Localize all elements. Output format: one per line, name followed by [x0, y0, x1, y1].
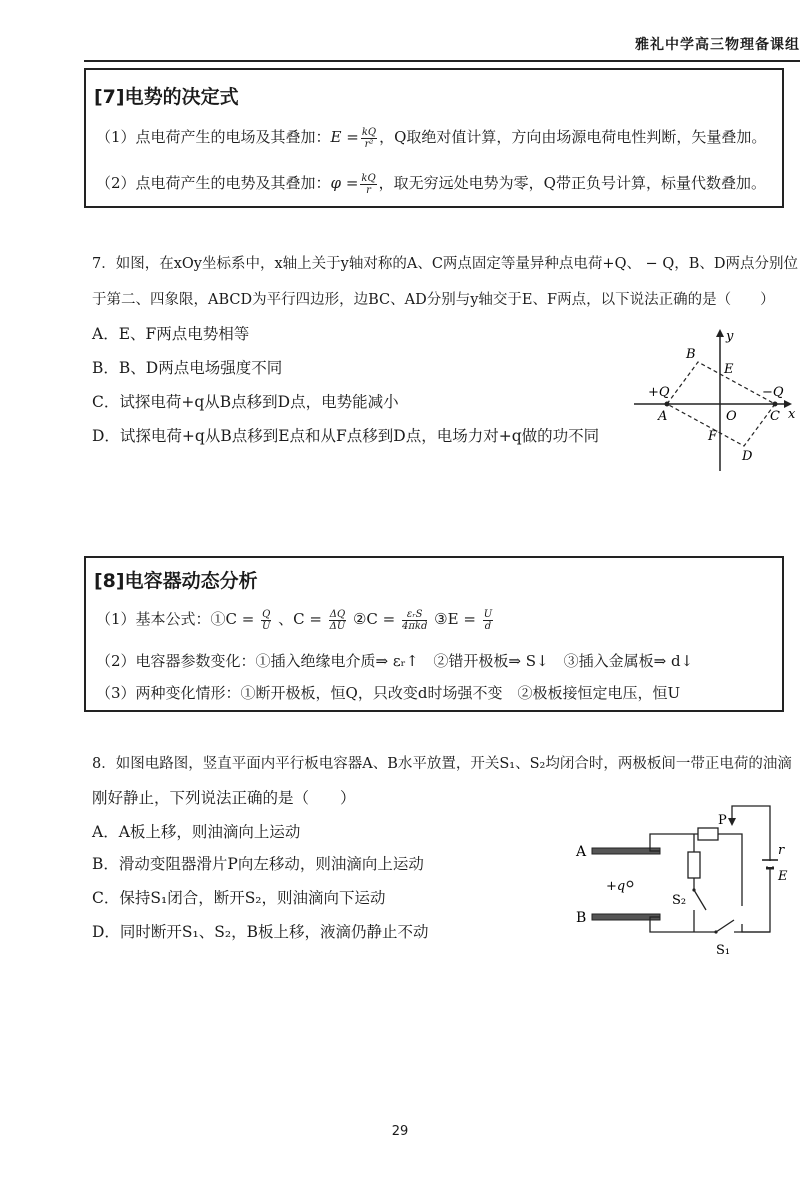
label-plate-b: B	[576, 910, 587, 926]
fraction-den: ΔU	[329, 620, 346, 632]
label-a: A	[658, 409, 668, 424]
q7-option-c: C．试探电荷+q从B点移到D点，电势能减小	[92, 393, 399, 411]
summary-box-7	[84, 68, 784, 208]
fraction-den: U	[262, 620, 271, 632]
fraction-den: d	[484, 620, 492, 632]
label-plate-a: A	[576, 844, 587, 860]
q8-option-b: B．滑动变阻器滑片P向左移动，则油滴向上运动	[92, 855, 424, 873]
switch-s1-node	[714, 930, 717, 933]
line-prefix: （1）点电荷产生的电场及其叠加：	[96, 128, 331, 146]
label-charge: +q	[606, 879, 626, 894]
fraction-epsilon-s	[402, 609, 427, 632]
q8-stem-2: 刚好静止，下列说法正确的是（ ）	[92, 789, 356, 807]
label-y: y	[726, 329, 734, 344]
formula-lhs: E =	[330, 128, 359, 146]
fraction	[361, 127, 377, 150]
label-f: F	[708, 429, 718, 444]
q7-stem-2: 于第二、四象限，ABCD为平行四边形，边BC、AD分别与y轴交于E、F两点，以下说法正确的是（ ）	[92, 292, 775, 308]
school-header: 雅礼中学高三物理备课组	[635, 37, 800, 53]
label-minus-q: −Q	[762, 385, 784, 400]
label-s2: S₂	[672, 893, 687, 908]
label-r: r	[778, 843, 785, 858]
slider-arrow	[728, 818, 736, 826]
label-x: x	[788, 407, 796, 422]
q8-option-a: A．A板上移，则油滴向上运动	[92, 823, 301, 841]
label-e: E	[778, 869, 788, 884]
capacitor-formulas	[96, 608, 495, 632]
fraction-num: U	[483, 608, 493, 620]
line-suffix: ，Q取绝对值计算，方向由场源电荷电性判断，矢量叠加。	[379, 128, 767, 146]
line-suffix: ，取无穷远处电势为零，Q带正负号计算，标量代数叠加。	[378, 174, 766, 192]
label-c: C	[770, 409, 780, 424]
switch-s2	[694, 890, 706, 910]
label-s1: S₁	[716, 943, 731, 958]
fraction-den: r²	[364, 138, 374, 150]
battery-gap	[768, 861, 772, 867]
point-c	[773, 402, 778, 407]
fraction-den: r	[366, 184, 371, 196]
q7-option-a: A．E、F两点电势相等	[92, 325, 250, 343]
q8-option-d: D．同时断开S₁、S₂，B板上移，液滴仍静止不动	[92, 923, 429, 941]
q8-option-c: C．保持S₁闭合，断开S₂，则油滴向下运动	[92, 889, 386, 907]
label-o: O	[726, 409, 737, 424]
fraction-den: 4πkd	[401, 620, 428, 632]
q7-stem-1: 7．如图，在xOy坐标系中，x轴上关于y轴对称的A、C两点固定等量异种点电荷+Q、 − Q，B、D两点分别位	[92, 256, 798, 272]
formula-sep: ③E =	[434, 610, 476, 628]
switch-s1	[716, 920, 734, 932]
q7-option-d: D．试探电荷+q从B点移到E点和从F点移到D点，电场力对+q做的功不同	[92, 427, 600, 445]
formula-sep: 、C =	[278, 610, 322, 628]
formula-lhs: φ =	[330, 174, 359, 192]
q8-circuit	[570, 796, 800, 966]
point-a	[665, 402, 670, 407]
line-prefix: （2）点电荷产生的电势及其叠加：	[96, 174, 331, 192]
fraction-q-over-u	[261, 609, 271, 632]
header-divider	[84, 60, 800, 62]
line-prefix: （1）基本公式：①C =	[96, 610, 255, 628]
q8-stem-1: 8．如图电路图，竖直平面内平行板电容器A、B水平放置，开关S₁、S₂均闭合时，两极板间一带正电荷的油滴	[92, 756, 792, 772]
label-b: B	[686, 347, 696, 362]
fraction	[360, 173, 376, 196]
fraction-num: εᵣS	[402, 609, 427, 621]
wire-right-top	[718, 834, 742, 906]
box-title: [7]电势的决定式	[94, 86, 239, 108]
summary-box-8	[84, 556, 784, 712]
resistor	[688, 852, 700, 878]
y-axis-arrow	[716, 329, 724, 337]
q7-figure	[630, 326, 800, 476]
formula-line-1	[96, 126, 766, 150]
q7-option-b: B．B、D两点电场强度不同	[92, 359, 283, 377]
rheostat	[698, 828, 718, 840]
fraction-num: Q	[262, 608, 271, 620]
oil-drop	[627, 881, 633, 887]
fraction-u-over-d	[483, 609, 493, 632]
fraction-dq-over-du	[329, 609, 346, 632]
label-plus-q: +Q	[648, 385, 670, 400]
fraction-num: kQ	[361, 172, 376, 184]
box-title: [8]电容器动态分析	[94, 570, 258, 592]
fraction-num: ΔQ	[329, 608, 346, 620]
wire-right-bottom	[732, 806, 770, 932]
parameter-changes: （2）电容器参数变化：①插入绝缘电介质⇒ εᵣ↑ ②错开极板⇒ S↓ ③插入金属板⇒ d↓	[96, 652, 694, 670]
fraction-num: kQ	[361, 126, 377, 138]
label-e: E	[724, 362, 734, 377]
switch-s2-node	[692, 888, 695, 891]
two-cases: （3）两种变化情形：①断开极板，恒Q，只改变d时场强不变 ②极板接恒定电压，恒U	[96, 684, 681, 702]
formula-line-2	[96, 172, 766, 196]
page-number: 29	[391, 1124, 409, 1139]
label-p: P	[718, 813, 727, 828]
label-d: D	[742, 449, 753, 464]
formula-sep: ②C =	[352, 610, 396, 628]
